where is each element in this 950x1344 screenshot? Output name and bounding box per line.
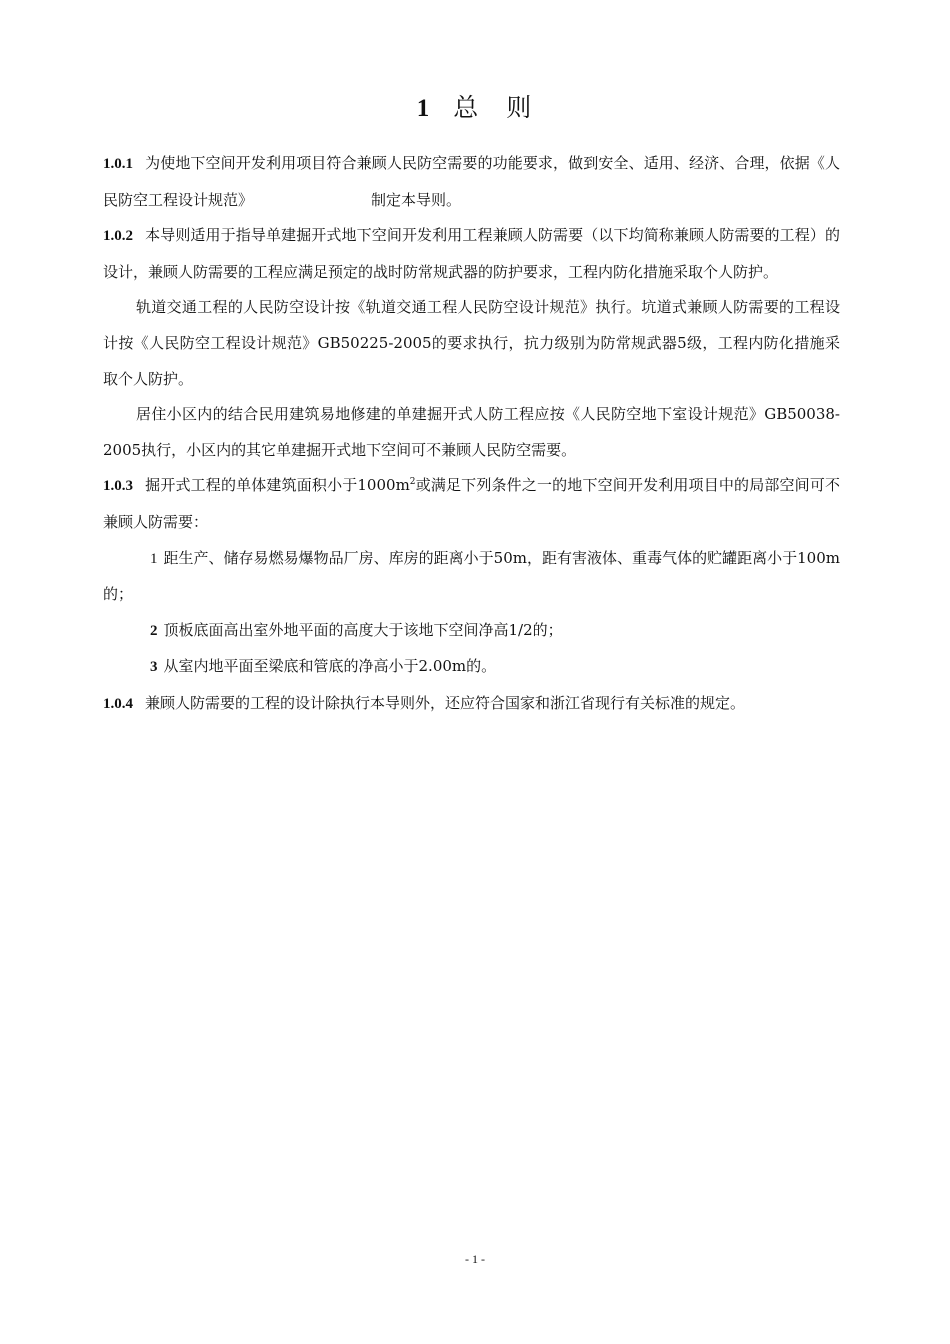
list-item (103, 541, 840, 613)
clause-number: 1.0.2 (103, 228, 133, 245)
clause-number: 1.0.3 (103, 478, 133, 495)
clause-1-0-1 (103, 146, 840, 218)
clause-number: 1.0.4 (103, 695, 133, 712)
clause-1-0-3 (103, 468, 840, 540)
item-number: 2 (150, 622, 158, 639)
clause-text: 为使地下空间开发利用项目符合兼顾人民防空需要的功能要求，做到安全、适用、经济、合理，依据《人民防空工程设计规范》 (103, 154, 840, 209)
superscript: 2 (409, 477, 416, 488)
chapter-body (103, 146, 840, 723)
clause-text-end: 或满足下列条件之一的地下空间开发利用项目中的局部空间可不兼顾人防需要： (103, 476, 840, 531)
item-number: 3 (150, 659, 158, 676)
clause-text: 兼顾人防需要的工程的设计除执行本导则外，还应符合国家和浙江省现行有关标准的规定。 (145, 693, 746, 712)
clause-1-0-2 (103, 218, 840, 290)
list-item (103, 613, 840, 650)
clause-text: 掘开式工程的单体建筑面积小于1000m (145, 476, 410, 495)
chapter-number: 1 (416, 95, 432, 122)
item-number: 1 (150, 550, 158, 567)
clause-1-0-4 (103, 686, 840, 723)
clause-1-0-2-paragraph-3: 居住小区内的结合民用建筑易地修建的单建掘开式人防工程应按《人民防空地下室设计规范》GB50038-2005执行，小区内的其它单建掘开式地下空间可不兼顾人民防空需要。 (103, 405, 840, 459)
chapter-title-char-2: 则 (506, 93, 534, 122)
item-text: 从室内地平面至梁底和管底的净高小于2.00m的。 (163, 657, 497, 676)
clause-text: 本导则适用于指导单建掘开式地下空间开发利用工程兼顾人防需要（以下均简称兼顾人防需要的工程）的设计，兼顾人防需要的工程应满足预定的战时防常规武器的防护要求，工程内防化措施采取个人防护。 (103, 226, 840, 281)
clause-number: 1.0.1 (103, 156, 133, 172)
item-text: 顶板底面高出室外地平面的高度大于该地下空间净高1/2的； (163, 620, 563, 639)
list-item (103, 649, 840, 686)
item-text: 距生产、储存易燃易爆物品厂房、库房的距离小于50m，距有害液体、重毒气体的贮罐距离小于100m的； (103, 548, 840, 604)
clause-1-0-2-paragraph-2: 轨道交通工程的人民防空设计按《轨道交通工程人民防空设计规范》执行。坑道式兼顾人防需要的工程设计按《人民防空工程设计规范》GB50225-2005的要求执行，抗力级别为防常规武器5级，工程内防化措施采取个人防护。 (103, 298, 840, 388)
page-number: - 1 - (465, 1252, 485, 1266)
chapter-title (0, 90, 950, 127)
chapter-title-char-1: 总 (453, 93, 481, 122)
clause-text-end: 制定本导则。 (371, 190, 462, 209)
